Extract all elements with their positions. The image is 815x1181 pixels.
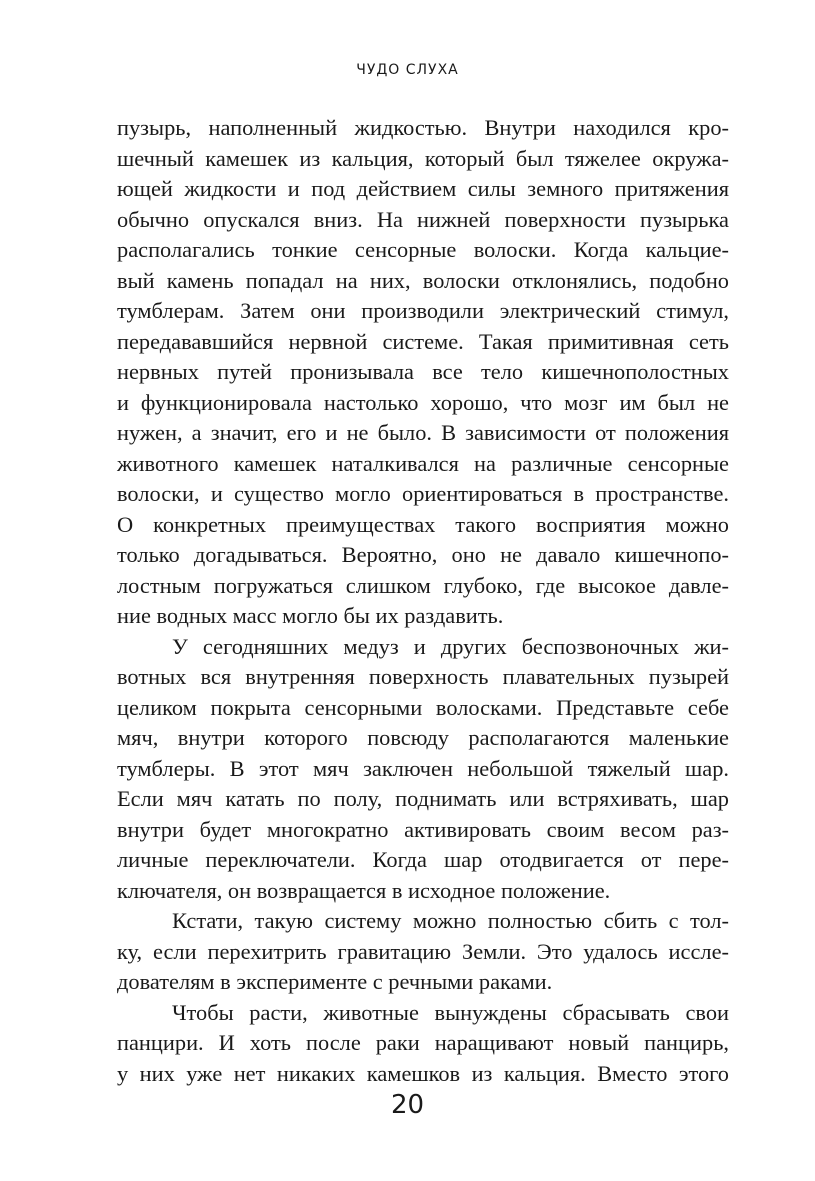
- text-line: нужен, а значит, его и не было. В зависимости от положения: [117, 420, 729, 445]
- text-line: Кстати, такую систему можно полностью сбить с тол-: [172, 908, 729, 933]
- text-line: Чтобы расти, животные вынуждены сбрасывать свои: [172, 999, 729, 1025]
- text-line: Если мяч катать по полу, поднимать или встряхивать, шар: [117, 786, 729, 811]
- body-text: [117, 113, 729, 1089]
- text-line: личные переключатели. Когда шар отодвигается от пере-: [117, 847, 729, 872]
- paragraph-1: [117, 113, 729, 632]
- text-line: ключателя, он возвращается в исходное положение.: [117, 877, 611, 903]
- text-line: панцири. И хоть после раки наращивают новый панцирь,: [117, 1030, 729, 1055]
- paragraph-2: [117, 632, 729, 907]
- text-line: лостным погружаться слишком глубоко, где высокое давле-: [117, 572, 729, 598]
- paragraph-3: [117, 906, 729, 998]
- text-line: ющей жидкости и под действием силы земного притяжения: [117, 176, 729, 201]
- text-line: ние водных масс могло бы их раздавить.: [117, 603, 504, 628]
- text-line: вотных вся внутренняя поверхность плавательных пузырей: [117, 664, 729, 689]
- text-line: и функционировала настолько хорошо, что мозг им был не: [117, 389, 729, 415]
- text-line: нервных путей пронизывала все тело кишечнополостных: [117, 359, 729, 384]
- running-head: ЧУДО СЛУХА: [356, 62, 459, 78]
- text-line: пузырь, наполненный жидкостью. Внутри находился кро-: [117, 115, 729, 140]
- text-line: целиком покрыта сенсорными волосками. Представьте себе: [117, 694, 729, 720]
- text-line: внутри будет многократно активировать своим весом раз-: [117, 816, 729, 842]
- text-line: вый камень попадал на них, волоски отклонялись, подобно: [117, 267, 729, 293]
- text-line: животного камешек наталкивался на различные сенсорные: [117, 450, 729, 476]
- page-number: 20: [390, 1090, 425, 1120]
- text-line: мяч, внутри которого повсюду располагаются маленькие: [117, 725, 729, 750]
- text-line: тумблерам. Затем они производили электрический стимул,: [117, 298, 729, 323]
- text-line: тумблеры. В этот мяч заключен небольшой тяжелый шар.: [117, 755, 729, 781]
- text-line: ку, если перехитрить гравитацию Земли. Это удалось иссле-: [117, 938, 729, 964]
- text-line: волоски, и существо могло ориентироваться в пространстве.: [117, 481, 729, 506]
- text-line: у них уже нет никаких камешков из кальция. Вместо этого: [117, 1060, 729, 1086]
- paragraph-4: [117, 998, 729, 1090]
- text-line: только догадываться. Вероятно, оно не давало кишечнопо-: [117, 542, 729, 567]
- text-line: передававшийся нервной системе. Такая примитивная сеть: [117, 328, 729, 354]
- text-line: О конкретных преимуществах такого восприятия можно: [117, 511, 729, 537]
- text-line: шечный камешек из кальция, который был тяжелее окружа-: [117, 145, 729, 171]
- text-line: располагались тонкие сенсорные волоски. Когда кальцие-: [117, 237, 729, 262]
- text-line: обычно опускался вниз. На нижней поверхности пузырька: [117, 206, 729, 232]
- text-line: У сегодняшних медуз и других беспозвоночных жи-: [172, 633, 729, 659]
- text-line: дователям в эксперименте с речными раками.: [117, 969, 553, 994]
